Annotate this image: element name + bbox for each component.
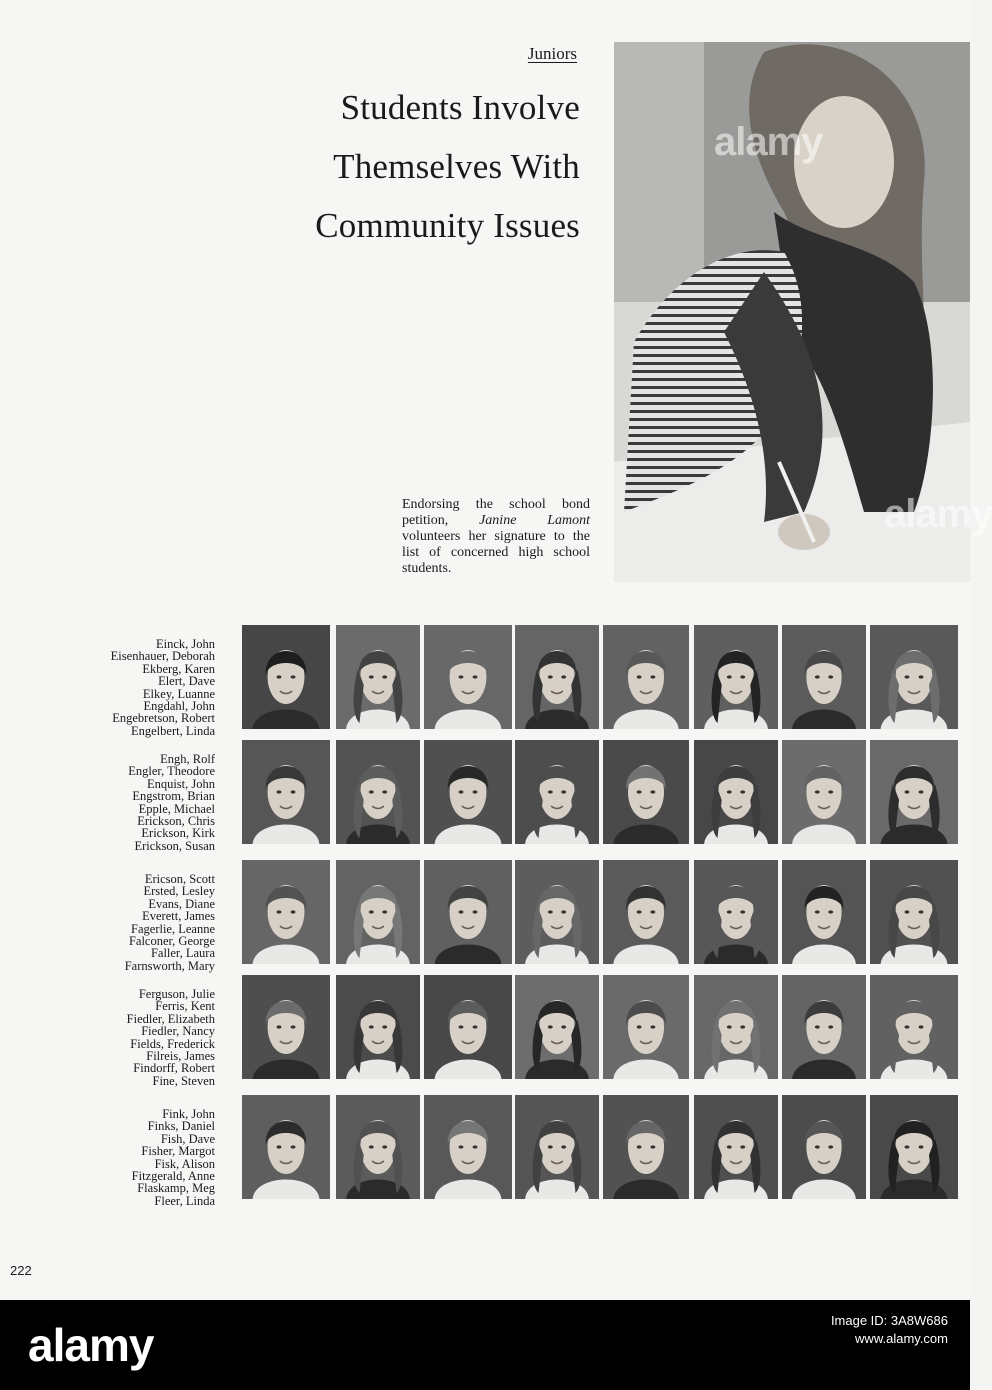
student-name: Enquist, John xyxy=(146,776,215,791)
student-name: Fish, Dave xyxy=(160,1131,215,1146)
image-id: Image ID: 3A8W686 xyxy=(830,1313,948,1328)
student-name: Faller, Laura xyxy=(150,946,215,961)
student-portrait xyxy=(694,860,778,964)
section-label: Juniors xyxy=(527,44,577,63)
student-name: Erickson, Kirk xyxy=(141,826,215,841)
student-portrait xyxy=(336,1095,420,1199)
student-portrait xyxy=(424,975,512,1079)
student-name: Eisenhauer, Deborah xyxy=(110,649,215,664)
student-portrait xyxy=(424,860,512,964)
student-portrait xyxy=(694,1095,778,1199)
student-name: Engh, Rolf xyxy=(160,752,215,766)
student-name: Filreis, James xyxy=(146,1049,215,1064)
student-name: Elert, Dave xyxy=(158,674,215,689)
headline-line: Themselves With xyxy=(333,147,580,186)
student-portrait xyxy=(782,1095,866,1199)
student-portrait xyxy=(782,975,866,1079)
student-name: Einck, John xyxy=(155,637,215,651)
site-url: www.alamy.com xyxy=(855,1331,948,1346)
student-name: Elkey, Luanne xyxy=(142,686,215,701)
student-name: Findorff, Robert xyxy=(133,1061,215,1076)
student-portrait xyxy=(424,625,512,729)
caption-text: volunteers her signature to the list of concerned high school students. xyxy=(402,529,590,576)
student-portrait xyxy=(515,625,599,729)
student-portrait xyxy=(242,975,330,1079)
student-portrait xyxy=(336,740,420,844)
name-list xyxy=(40,638,215,737)
student-portrait xyxy=(870,625,958,729)
student-name: Engstrom, Brian xyxy=(132,789,215,804)
headline-line: Community Issues xyxy=(315,206,580,245)
student-name: Fiedler, Elizabeth xyxy=(126,1011,215,1026)
roster-row xyxy=(0,625,970,738)
student-portrait xyxy=(870,860,958,964)
student-name: Falconer, George xyxy=(128,934,215,949)
student-portrait xyxy=(870,975,958,1079)
student-portrait xyxy=(870,740,958,844)
student-name: Ersted, Lesley xyxy=(143,884,215,899)
student-portrait xyxy=(242,860,330,964)
caption-name: Janine Lamont xyxy=(479,513,591,528)
name-list xyxy=(40,988,215,1087)
student-name: Engler, Theodore xyxy=(128,764,215,779)
name-list xyxy=(40,1108,215,1207)
student-portrait xyxy=(242,625,330,729)
student-name: Ferguson, Julie xyxy=(138,987,215,1001)
student-name: Farnsworth, Mary xyxy=(124,958,215,973)
stock-footer xyxy=(0,1300,970,1390)
student-name: Fisher, Margot xyxy=(141,1144,215,1159)
student-name: Fleer, Linda xyxy=(154,1193,215,1208)
student-name: Everett, James xyxy=(142,909,215,924)
roster-row xyxy=(0,860,970,973)
student-portrait xyxy=(603,625,689,729)
student-portrait xyxy=(603,975,689,1079)
headline-line: Students Involve xyxy=(340,88,580,127)
student-name: Engelbert, Linda xyxy=(131,723,215,738)
name-list xyxy=(40,873,215,972)
student-portrait xyxy=(782,740,866,844)
student-portrait xyxy=(336,975,420,1079)
roster-row xyxy=(0,975,970,1088)
student-portrait xyxy=(694,740,778,844)
student-name: Ekberg, Karen xyxy=(142,661,215,676)
student-portrait xyxy=(515,740,599,844)
photo-caption xyxy=(402,497,590,577)
watermark: alamy xyxy=(884,492,992,536)
student-name: Fields, Frederick xyxy=(130,1036,215,1051)
page-headline xyxy=(180,78,580,255)
student-name: Finks, Daniel xyxy=(147,1119,215,1134)
name-list xyxy=(40,753,215,852)
student-portrait xyxy=(515,860,599,964)
student-name: Evans, Diane xyxy=(148,896,215,911)
student-name: Erickson, Chris xyxy=(137,814,215,829)
page-number: 222 xyxy=(10,1263,32,1278)
student-name: Ericson, Scott xyxy=(144,872,215,886)
alamy-logo: alamy xyxy=(28,1319,154,1371)
student-portrait xyxy=(603,1095,689,1199)
student-portrait xyxy=(336,625,420,729)
roster-row xyxy=(0,740,970,853)
student-name: Erickson, Susan xyxy=(134,838,215,853)
student-name: Engdahl, John xyxy=(143,699,215,714)
student-name: Fine, Steven xyxy=(152,1073,215,1088)
student-portrait xyxy=(782,860,866,964)
student-portrait xyxy=(242,1095,330,1199)
student-portrait xyxy=(242,740,330,844)
student-name: Fagerlie, Leanne xyxy=(131,921,215,936)
roster-row xyxy=(0,1095,970,1208)
student-name: Epple, Michael xyxy=(138,801,215,816)
student-name: Ferris, Kent xyxy=(155,999,215,1014)
student-name: Flaskamp, Meg xyxy=(137,1181,215,1196)
student-name: Engebretson, Robert xyxy=(112,711,215,726)
student-portrait xyxy=(603,860,689,964)
student-portrait xyxy=(694,975,778,1079)
student-portrait xyxy=(694,625,778,729)
student-portrait xyxy=(782,625,866,729)
student-portrait xyxy=(603,740,689,844)
student-name: Fiedler, Nancy xyxy=(141,1024,215,1039)
feature-photo xyxy=(614,42,992,582)
student-portrait xyxy=(336,860,420,964)
student-name: Fitzgerald, Anne xyxy=(131,1169,215,1184)
image-id-block xyxy=(831,1312,948,1348)
student-portrait xyxy=(424,740,512,844)
student-portrait xyxy=(515,1095,599,1199)
student-name: Fink, John xyxy=(162,1107,215,1121)
student-portrait xyxy=(515,975,599,1079)
student-name: Fisk, Alison xyxy=(154,1156,215,1171)
student-portrait xyxy=(870,1095,958,1199)
watermark: alamy xyxy=(714,120,823,164)
student-portrait xyxy=(424,1095,512,1199)
caption-text: Endorsing the school bond petition, xyxy=(402,497,590,528)
